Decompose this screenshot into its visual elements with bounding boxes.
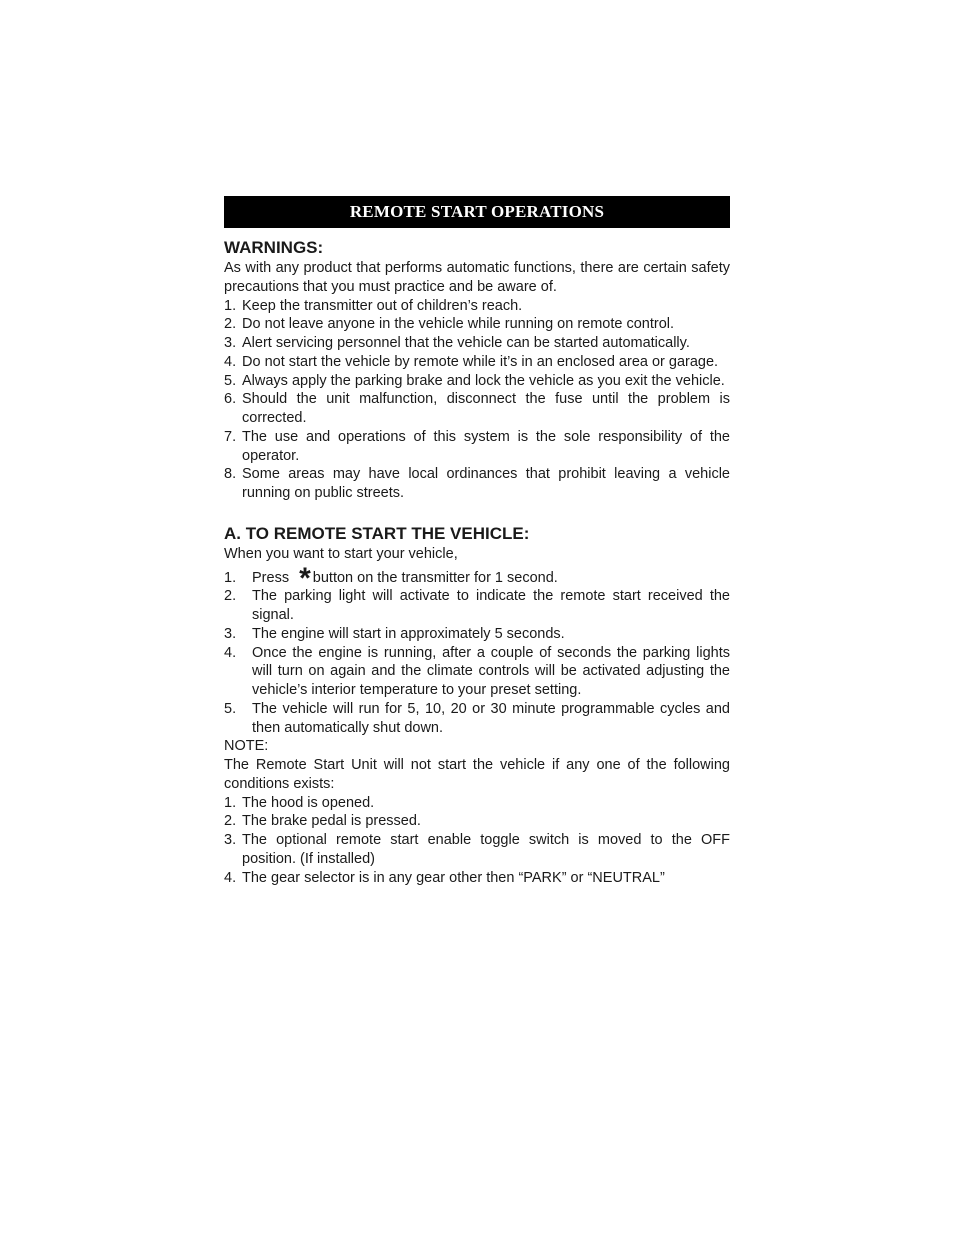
item-text: Always apply the parking brake and lock the vehicle as you exit the vehicle.	[242, 372, 725, 389]
item-number: 2.	[224, 813, 237, 830]
remote-start-intro: When you want to start your vehicle,	[224, 545, 458, 562]
remote-start-heading: A. TO REMOTE START THE VEHICLE:	[224, 523, 530, 543]
list-item	[224, 315, 730, 334]
item-number: 3.	[224, 625, 237, 642]
list-item	[224, 644, 730, 700]
item-number: 2.	[224, 588, 237, 605]
list-item	[224, 428, 730, 466]
asterisk-icon: *	[299, 561, 311, 595]
note-label: NOTE:	[224, 738, 269, 755]
list-item	[224, 587, 730, 625]
conditions-list	[224, 794, 730, 888]
list-item	[224, 794, 730, 813]
item-text: The vehicle will run for 5, 10, 20 or 30 minute programmable cycles and then automatically shut down.	[252, 700, 730, 736]
list-item	[224, 372, 730, 391]
item-text: Alert servicing personnel that the vehicle can be started automatically.	[242, 335, 690, 351]
item-text: Do not start the vehicle by remote while it’s in an enclosed area or garage.	[242, 353, 719, 370]
page-content	[224, 196, 730, 887]
warnings-intro: As with any product that performs automatic functions, there are certain safety precautions that you must practice and be aware of.	[224, 260, 730, 295]
item-number: 7.	[224, 428, 237, 445]
item-number: 1.	[224, 794, 237, 811]
item-number: 6.	[224, 391, 237, 408]
item-text: Some areas may have local ordinances that prohibit leaving a vehicle running on public streets.	[242, 466, 730, 501]
item-number: 3.	[224, 832, 237, 848]
remote-start-steps	[224, 561, 730, 738]
item-number: 1.	[224, 297, 237, 314]
item-text: The parking light will activate to indicate the remote start received the signal.	[252, 588, 730, 623]
item-number: 3.	[224, 335, 237, 351]
list-item	[224, 334, 730, 353]
list-item	[224, 390, 730, 428]
warnings-list	[224, 297, 730, 503]
list-item	[224, 353, 730, 372]
item-text: The brake pedal is pressed.	[242, 813, 421, 830]
press-text: Press	[252, 569, 294, 586]
item-text	[252, 561, 730, 595]
list-item	[224, 700, 730, 738]
item-text: Do not leave anyone in the vehicle while running on remote control.	[242, 316, 675, 333]
item-number: 5.	[224, 700, 237, 717]
item-text: The engine will start in approximately 5 seconds.	[252, 625, 565, 642]
note-text: The Remote Start Unit will not start the vehicle if any one of the following conditions exists:	[224, 757, 730, 792]
list-item	[224, 561, 730, 595]
item-number: 2.	[224, 316, 237, 333]
item-number: 8.	[224, 466, 237, 483]
item-text: The gear selector is in any gear other then “PARK” or “NEUTRAL”	[242, 869, 665, 886]
item-text: The use and operations of this system is the sole responsibility of the operator.	[242, 428, 730, 464]
button-text: button on the transmitter for 1 second.	[312, 569, 558, 586]
item-text: Keep the transmitter out of children’s reach.	[242, 297, 523, 314]
list-item	[224, 831, 730, 869]
list-item	[224, 812, 730, 831]
item-text: Should the unit malfunction, disconnect the fuse until the problem is corrected.	[242, 391, 730, 426]
section-banner: REMOTE START OPERATIONS	[224, 196, 730, 228]
item-number: 4.	[224, 644, 237, 661]
item-text: Once the engine is running, after a couple of seconds the parking lights will turn on again and the climate controls will be activated adjusting the vehicle’s interior temperature to your preset setting.	[252, 644, 730, 698]
item-number: 1.	[224, 569, 237, 586]
item-number: 4.	[224, 869, 237, 886]
list-item	[224, 625, 730, 644]
warnings-heading: WARNINGS:	[224, 238, 324, 257]
item-number: 5.	[224, 372, 237, 389]
item-text: The optional remote start enable toggle switch is moved to the OFF position. (If installed)	[242, 832, 730, 867]
item-number: 4.	[224, 353, 237, 370]
list-item	[224, 465, 730, 503]
list-item	[224, 297, 730, 316]
list-item	[224, 869, 730, 888]
item-text: The hood is opened.	[242, 794, 375, 811]
